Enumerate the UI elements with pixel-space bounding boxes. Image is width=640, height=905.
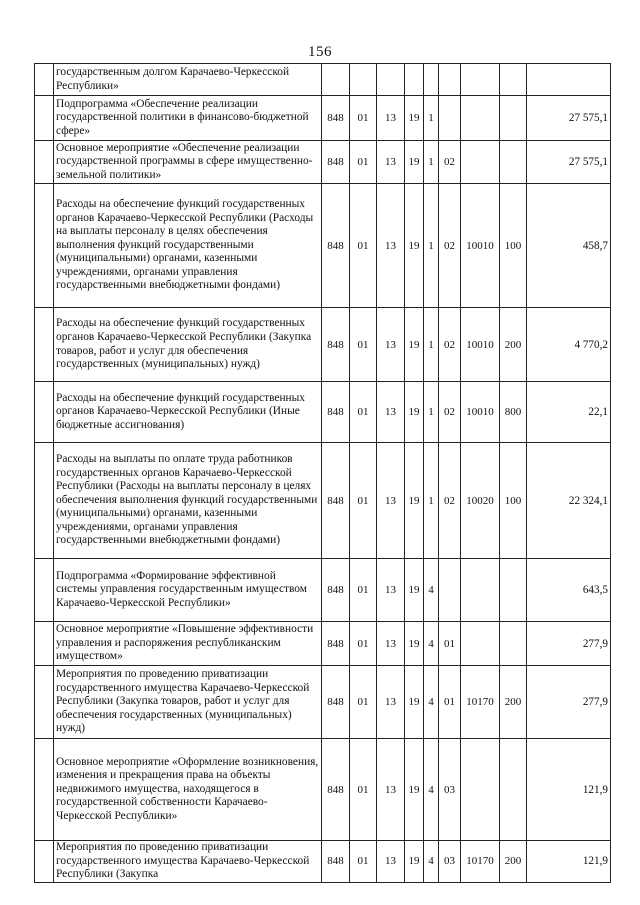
table-row: [35, 141, 611, 184]
row-number-cell: [35, 184, 54, 308]
activity-code-cell: 01: [439, 622, 461, 666]
expense-type-code-cell: [500, 559, 527, 622]
amount-cell: 121,9: [527, 841, 611, 883]
subprogram-code-cell: [424, 64, 439, 96]
expense-type-code-cell: [500, 96, 527, 141]
section-code-cell: 01: [350, 841, 377, 883]
ministry-code-cell: 848: [322, 96, 350, 141]
amount-cell: 277,9: [527, 622, 611, 666]
direction-code-cell: 10010: [461, 308, 500, 382]
expense-type-code-cell: [500, 141, 527, 184]
table-row: [35, 184, 611, 308]
description-cell: Основное мероприятие «Оформление возникновения, изменения и прекращения права на объекты недвижимого имущества, находящегося в государственной собственности Карачаево-Черкесской Республики»: [54, 739, 322, 841]
amount-cell: 27 575,1: [527, 141, 611, 184]
table-row: [35, 622, 611, 666]
subprogram-code-cell: 1: [424, 382, 439, 443]
activity-code-cell: 02: [439, 382, 461, 443]
program-code-cell: 19: [405, 96, 424, 141]
row-number-cell: [35, 559, 54, 622]
direction-code-cell: [461, 739, 500, 841]
amount-cell: 22 324,1: [527, 443, 611, 559]
section-code-cell: 01: [350, 622, 377, 666]
description-cell: Подпрограмма «Формирование эффективной системы управления государственным имуществом Карачаево-Черкесской Республики»: [54, 559, 322, 622]
section-code-cell: 01: [350, 141, 377, 184]
subprogram-code-cell: 4: [424, 622, 439, 666]
table-row: [35, 841, 611, 883]
program-code-cell: 19: [405, 841, 424, 883]
description-cell: Основное мероприятие «Повышение эффективности управления и распоряжения республиканским имуществом»: [54, 622, 322, 666]
ministry-code-cell: 848: [322, 622, 350, 666]
table-row: [35, 559, 611, 622]
direction-code-cell: [461, 559, 500, 622]
expense-type-code-cell: 100: [500, 184, 527, 308]
page-number: 156: [308, 44, 332, 60]
expense-type-code-cell: 800: [500, 382, 527, 443]
section-code-cell: 01: [350, 382, 377, 443]
amount-cell: 277,9: [527, 666, 611, 739]
row-number-cell: [35, 141, 54, 184]
amount-cell: 27 575,1: [527, 96, 611, 141]
expense-type-code-cell: [500, 622, 527, 666]
subprogram-code-cell: 1: [424, 308, 439, 382]
section-code-cell: 01: [350, 666, 377, 739]
direction-code-cell: [461, 96, 500, 141]
direction-code-cell: 10170: [461, 666, 500, 739]
program-code-cell: 19: [405, 443, 424, 559]
table-row: [35, 666, 611, 739]
amount-cell: 121,9: [527, 739, 611, 841]
amount-cell: 4 770,2: [527, 308, 611, 382]
program-code-cell: 19: [405, 739, 424, 841]
subsection-code-cell: 13: [377, 96, 405, 141]
row-number-cell: [35, 841, 54, 883]
row-number-cell: [35, 382, 54, 443]
direction-code-cell: [461, 141, 500, 184]
description-cell: Основное мероприятие «Обеспечение реализации государственной программы в сфере имущественно-земельной политики»: [54, 141, 322, 184]
description-cell: Мероприятия по проведению приватизации государственного имущества Карачаево-Черкесской Республики (Закупка товаров, работ и услуг для обеспечения государственных (муниципальных) нужд): [54, 666, 322, 739]
row-number-cell: [35, 622, 54, 666]
direction-code-cell: [461, 622, 500, 666]
row-number-cell: [35, 96, 54, 141]
description-cell: Расходы на обеспечение функций государственных органов Карачаево-Черкесской Республики (Расходы на выплаты персоналу в целях обеспечения выполнения функций государственными (муниципальными) органами, казенными учреждениями, органами управления государственными внебюджетными фондами): [54, 184, 322, 308]
subprogram-code-cell: 4: [424, 739, 439, 841]
section-code-cell: 01: [350, 184, 377, 308]
row-number-cell: [35, 64, 54, 96]
program-code-cell: 19: [405, 559, 424, 622]
activity-code-cell: [439, 64, 461, 96]
description-cell: Расходы на выплаты по оплате труда работников государственных органов Карачаево-Черкесской Республики (Расходы на выплаты персоналу в целях обеспечения выполнения функций государственными (муниципальными) органами, казенными учреждениями, органами управления государственными внебюджетными фондами): [54, 443, 322, 559]
subprogram-code-cell: 1: [424, 141, 439, 184]
subsection-code-cell: 13: [377, 443, 405, 559]
section-code-cell: 01: [350, 96, 377, 141]
section-code-cell: 01: [350, 559, 377, 622]
direction-code-cell: 10020: [461, 443, 500, 559]
expense-type-code-cell: 200: [500, 666, 527, 739]
subsection-code-cell: 13: [377, 141, 405, 184]
description-cell: Расходы на обеспечение функций государственных органов Карачаево-Черкесской Республики (Закупка товаров, работ и услуг для обеспечения государственных (муниципальных) нужд): [54, 308, 322, 382]
ministry-code-cell: 848: [322, 739, 350, 841]
subsection-code-cell: [377, 64, 405, 96]
section-code-cell: 01: [350, 308, 377, 382]
program-code-cell: 19: [405, 382, 424, 443]
activity-code-cell: 02: [439, 184, 461, 308]
ministry-code-cell: 848: [322, 184, 350, 308]
amount-cell: 458,7: [527, 184, 611, 308]
expense-type-code-cell: 200: [500, 841, 527, 883]
description-cell: Мероприятия по проведению приватизации государственного имущества Карачаево-Черкесской Республики (Закупка: [54, 841, 322, 883]
direction-code-cell: 10170: [461, 841, 500, 883]
direction-code-cell: 10010: [461, 382, 500, 443]
ministry-code-cell: 848: [322, 308, 350, 382]
subprogram-code-cell: 1: [424, 184, 439, 308]
description-cell: Подпрограмма «Обеспечение реализации государственной политики в финансово-бюджетной сфере»: [54, 96, 322, 141]
subprogram-code-cell: 1: [424, 96, 439, 141]
direction-code-cell: 10010: [461, 184, 500, 308]
subprogram-code-cell: 4: [424, 559, 439, 622]
subsection-code-cell: 13: [377, 666, 405, 739]
amount-cell: [527, 64, 611, 96]
ministry-code-cell: 848: [322, 559, 350, 622]
expense-type-code-cell: [500, 64, 527, 96]
amount-cell: 22,1: [527, 382, 611, 443]
description-cell: государственным долгом Карачаево-Черкесской Республики»: [54, 64, 322, 96]
program-code-cell: 19: [405, 622, 424, 666]
subsection-code-cell: 13: [377, 559, 405, 622]
activity-code-cell: 02: [439, 443, 461, 559]
subsection-code-cell: 13: [377, 622, 405, 666]
budget-table: [34, 63, 611, 883]
table-row: [35, 739, 611, 841]
ministry-code-cell: 848: [322, 382, 350, 443]
activity-code-cell: 02: [439, 141, 461, 184]
subsection-code-cell: 13: [377, 739, 405, 841]
section-code-cell: 01: [350, 739, 377, 841]
program-code-cell: 19: [405, 141, 424, 184]
expense-type-code-cell: 200: [500, 308, 527, 382]
program-code-cell: 19: [405, 308, 424, 382]
activity-code-cell: [439, 96, 461, 141]
activity-code-cell: 01: [439, 666, 461, 739]
subsection-code-cell: 13: [377, 841, 405, 883]
subprogram-code-cell: 4: [424, 666, 439, 739]
table-row: [35, 382, 611, 443]
ministry-code-cell: [322, 64, 350, 96]
table-row: [35, 64, 611, 96]
expense-type-code-cell: 100: [500, 443, 527, 559]
row-number-cell: [35, 739, 54, 841]
section-code-cell: [350, 64, 377, 96]
row-number-cell: [35, 308, 54, 382]
subprogram-code-cell: 1: [424, 443, 439, 559]
program-code-cell: 19: [405, 666, 424, 739]
direction-code-cell: [461, 64, 500, 96]
subsection-code-cell: 13: [377, 308, 405, 382]
program-code-cell: 19: [405, 184, 424, 308]
program-code-cell: [405, 64, 424, 96]
description-cell: Расходы на обеспечение функций государственных органов Карачаево-Черкесской Республики (Иные бюджетные ассигнования): [54, 382, 322, 443]
subsection-code-cell: 13: [377, 184, 405, 308]
table-row: [35, 308, 611, 382]
activity-code-cell: [439, 559, 461, 622]
subprogram-code-cell: 4: [424, 841, 439, 883]
amount-cell: 643,5: [527, 559, 611, 622]
subsection-code-cell: 13: [377, 382, 405, 443]
activity-code-cell: 03: [439, 739, 461, 841]
ministry-code-cell: 848: [322, 841, 350, 883]
table-body: [35, 64, 611, 883]
ministry-code-cell: 848: [322, 141, 350, 184]
expense-type-code-cell: [500, 739, 527, 841]
activity-code-cell: 02: [439, 308, 461, 382]
ministry-code-cell: 848: [322, 666, 350, 739]
row-number-cell: [35, 443, 54, 559]
table-row: [35, 96, 611, 141]
section-code-cell: 01: [350, 443, 377, 559]
row-number-cell: [35, 666, 54, 739]
activity-code-cell: 03: [439, 841, 461, 883]
ministry-code-cell: 848: [322, 443, 350, 559]
table-row: [35, 443, 611, 559]
